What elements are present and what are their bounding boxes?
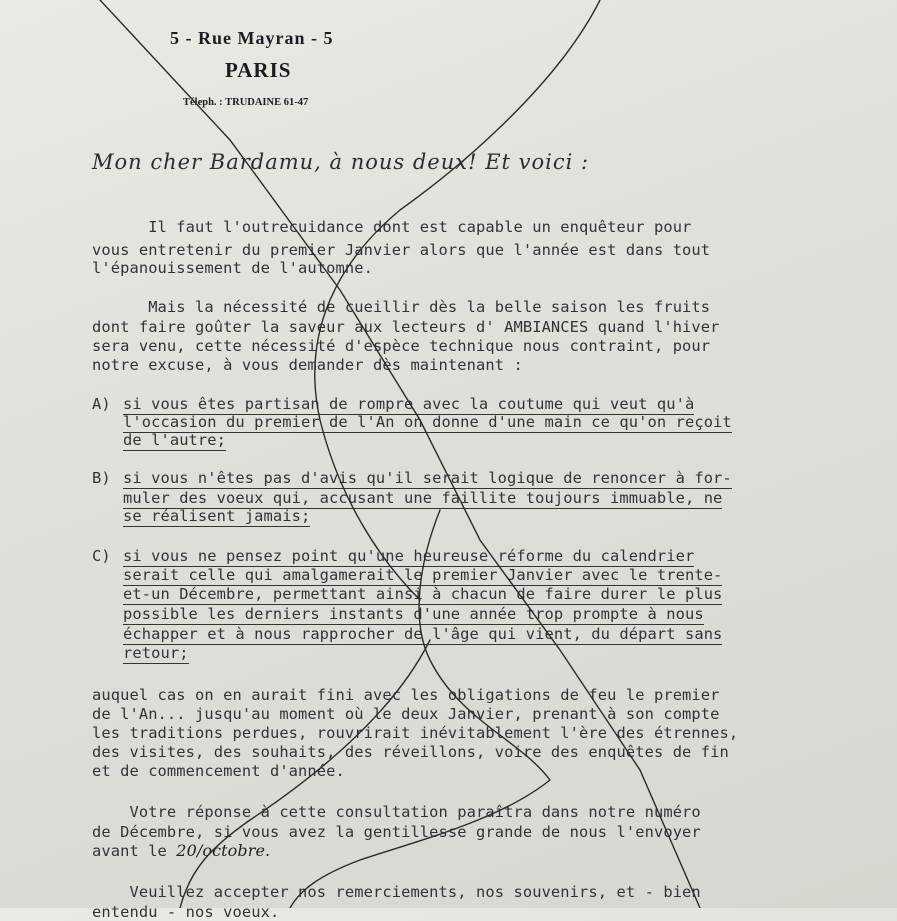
item-marker: A) <box>92 395 111 413</box>
underlined-line: si vous êtes partisan de rompre avec la coutume qui veut qu'à <box>123 395 695 413</box>
underlined-line: retour; <box>123 644 189 662</box>
text-line: auquel cas on en aurait fini avec les obligations de feu le premier <box>92 686 720 704</box>
underlined-line: si vous n'êtes pas d'avis qu'il serait logique de renoncer à for- <box>123 469 732 487</box>
underlined-line: de l'autre; <box>123 431 227 449</box>
text-line: Votre réponse à cette consultation paraîtra dans notre numéro <box>92 803 701 821</box>
text-line: dont faire goûter la saveur aux lecteurs d' AMBIANCES quand l'hiver <box>92 318 720 336</box>
handwritten-salutation: Mon cher Bardamu, à nous deux! Et voici : <box>92 150 590 174</box>
text-line: sera venu, cette nécessité d'espèce technique nous contraint, pour <box>92 337 711 355</box>
handwritten-date: 20/octobre. <box>176 841 271 860</box>
text-line: vous entretenir du premier Janvier alors que l'année est dans tout <box>92 241 711 259</box>
text-line: les traditions perdues, rouvrirait inévitablement l'ère des étrennes, <box>92 724 739 742</box>
underlined-line: possible les derniers instants d'une année trop prompte à nous <box>123 605 704 623</box>
letterhead-city: PARIS <box>225 58 292 82</box>
text-line: Veuillez accepter nos remerciements, nos souvenirs, et - bien <box>92 883 701 901</box>
text-line: Il faut l'outrecuidance dont est capable un enquêteur pour <box>92 218 692 236</box>
letterhead-phone: Téleph. : TRUDAINE 61-47 <box>183 97 309 108</box>
underlined-line: muler des voeux qui, accusant une faillite toujours immuable, ne <box>123 489 723 507</box>
underlined-line: se réalisent jamais; <box>123 507 311 525</box>
underlined-line: et-un Décembre, permettant ainsi à chacun de faire durer le plus <box>123 585 723 603</box>
underlined-line: échapper et à nous rapprocher de l'âge qui vient, du départ sans <box>123 625 723 643</box>
text-line: Mais la nécessité de cueillir dès la belle saison les fruits <box>92 298 711 316</box>
text-line: de Décembre, si vous avez la gentillesse grande de nous l'envoyer <box>92 823 701 841</box>
text-line: l'épanouissement de l'automne. <box>92 259 373 277</box>
letterhead-street: 5 - Rue Mayran - 5 <box>170 28 334 48</box>
underlined-line: serait celle qui amalgamerait le premier Janvier avec le trente- <box>123 566 723 584</box>
text-line: et de commencement d'année. <box>92 762 345 780</box>
item-marker: C) <box>92 547 111 565</box>
text-line: avant le <box>92 842 177 860</box>
underlined-line: si vous ne pensez point qu'une heureuse réforme du calendrier <box>123 547 695 565</box>
underlined-line: l'occasion du premier de l'An on donne d'une main ce qu'on reçoit <box>123 413 732 431</box>
text-line: entendu - nos voeux. <box>92 903 280 921</box>
item-marker: B) <box>92 469 111 487</box>
text-line: de l'An... jusqu'au moment où le deux Janvier, prenant à son compte <box>92 705 720 723</box>
text-line: notre excuse, à vous demander dès maintenant : <box>92 356 523 374</box>
text-line: des visites, des souhaits, des réveillons, voire des enquêtes de fin <box>92 743 729 761</box>
